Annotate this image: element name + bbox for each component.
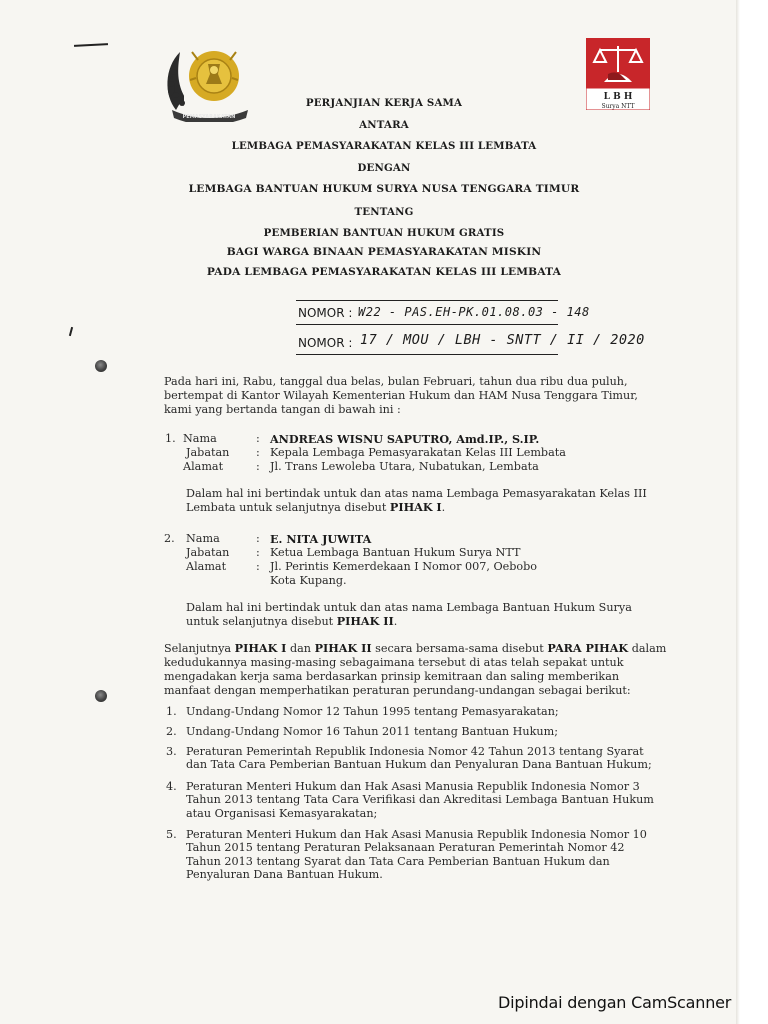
regulation-text: Peraturan Pemerintah Republik Indonesia Nomor 42 Tahun 2013 tentang Syarat <box>186 745 644 758</box>
party2-statement-end: . <box>393 615 398 628</box>
party1-position-sep: : <box>256 446 260 459</box>
para-text: secara bersama-sama disebut <box>371 642 548 655</box>
regulation-item <box>166 780 676 820</box>
para-line-2: kedudukannya masing-masing sebagaimana tersebut di atas telah sepakat untuk <box>164 656 624 669</box>
title-line-6: TENTANG <box>354 206 414 218</box>
regulation-item <box>166 745 676 772</box>
regulation-number: 4. <box>166 780 177 793</box>
nomor-value-1: W22 - PAS.EH-PK.01.08.03 - 148 <box>358 305 590 319</box>
party2-statement-line-2 <box>186 615 397 628</box>
para-text: dalam <box>628 642 667 655</box>
party1-position-value: Kepala Lembaga Pemasyarakatan Kelas III Lembata <box>270 446 566 459</box>
title-line-3: LEMBAGA PEMASYARAKATAN KELAS III LEMBATA <box>231 140 537 152</box>
title-line-2: ANTARA <box>359 119 409 131</box>
party1-statement-text: Lembata untuk selanjutnya disebut <box>186 501 390 514</box>
para-text: Selanjutnya <box>164 642 235 655</box>
para-line-1 <box>164 642 666 655</box>
pihak-ii-tag: PIHAK II <box>314 641 372 655</box>
party2-position-sep: : <box>256 546 260 559</box>
nomor-label-2: NOMOR : <box>298 336 353 350</box>
svg-text:Surya NTT: Surya NTT <box>601 103 635 110</box>
party2-address-continued: Kota Kupang. <box>270 574 347 587</box>
regulation-number: 5. <box>166 828 177 841</box>
svg-text:PEMASYARAKATAN: PEMASYARAKATAN <box>182 114 236 120</box>
title-line-7: PEMBERIAN BANTUAN HUKUM GRATIS <box>263 227 505 239</box>
opening-line-3: kami yang bertanda tangan di bawah ini : <box>164 403 401 416</box>
party1-statement-end: . <box>441 501 446 514</box>
regulation-item <box>166 725 676 738</box>
pihak-i-tag: PIHAK I <box>234 641 287 655</box>
regulation-text: atau Organisasi Kemasyarakatan; <box>186 806 378 820</box>
regulation-text: Peraturan Menteri Hukum dan Hak Asasi Manusia Republik Indonesia Nomor 10 <box>186 828 647 841</box>
regulation-text: Peraturan Menteri Hukum dan Hak Asasi Manusia Republik Indonesia Nomor 3 <box>186 780 640 793</box>
party2-statement-line-1: Dalam hal ini bertindak untuk dan atas nama Lembaga Bantuan Hukum Surya <box>186 601 632 614</box>
party1-position-label: Jabatan <box>186 446 230 459</box>
regulation-text: Tahun 2013 tentang Syarat dan Tata Cara Pemberian Bantuan Hukum dan <box>186 854 610 868</box>
title-line-4: DENGAN <box>357 162 411 174</box>
party2-address-value: Jl. Perintis Kemerdekaan I Nomor 007, Oebobo <box>270 560 538 573</box>
title-line-8: BAGI WARGA BINAAN PEMASYARAKATAN MISKIN <box>226 246 542 258</box>
regulation-number: 3. <box>166 745 177 758</box>
regulation-text: Penyaluran Dana Bantuan Hukum. <box>186 868 383 882</box>
regulation-item <box>166 828 676 882</box>
party1-statement-line-1: Dalam hal ini bertindak untuk dan atas nama Lembaga Pemasyarakatan Kelas III <box>186 487 647 500</box>
opening-line-2: bertempat di Kantor Wilayah Kementerian Hukum dan HAM Nusa Tenggara Timur, <box>164 389 638 402</box>
punch-hole-upper <box>95 360 107 372</box>
title-line-1: PERJANJIAN KERJA SAMA <box>305 97 463 109</box>
party2-tag: PIHAK II <box>336 614 394 628</box>
page-edge <box>736 0 740 1024</box>
svg-text:L B H: L B H <box>603 92 633 102</box>
party2-position-label: Jabatan <box>186 546 230 559</box>
para-line-4: manfaat dengan memperhatikan peraturan perundang-undangan sebagai berikut: <box>164 684 631 697</box>
para-pihak-tag: PARA PIHAK <box>547 641 629 655</box>
para-line-3: mengadakan kerja sama berdasarkan prinsip kemitraan dan saling memberikan <box>164 670 620 683</box>
party2-name-value: E. NITA JUWITA <box>270 532 372 546</box>
party1-statement-line-2 <box>186 501 445 514</box>
nomor-underline-top <box>296 300 558 301</box>
party2-position-value: Ketua Lembaga Bantuan Hukum Surya NTT <box>270 546 521 559</box>
regulation-text: Undang-Undang Nomor 12 Tahun 1995 tentang Pemasyarakatan; <box>186 705 559 718</box>
party2-number: 2. <box>164 532 175 545</box>
party1-name-sep: : <box>256 432 260 445</box>
party2-address-sep: : <box>256 560 260 573</box>
party2-name-label: Nama <box>186 532 220 545</box>
party1-tag: PIHAK I <box>389 500 442 514</box>
camscanner-watermark: Dipindai dengan CamScanner <box>498 993 732 1012</box>
regulation-item <box>166 705 676 718</box>
party1-address-value: Jl. Trans Lewoleba Utara, Nubatukan, Lembata <box>270 460 539 473</box>
nomor-underline-bottom <box>296 354 558 355</box>
regulation-text: Tahun 2015 tentang Peraturan Pelaksanaan Peraturan Pemerintah Nomor 42 <box>186 841 625 855</box>
nomor-underline-middle <box>296 324 558 325</box>
pemasyarakatan-emblem <box>162 40 254 122</box>
regulation-text: dan Tata Cara Pemberian Bantuan Hukum dan Penyaluran Dana Bantuan Hukum; <box>186 758 652 772</box>
opening-line-1: Pada hari ini, Rabu, tanggal dua belas, bulan Februari, tahun dua ribu dua puluh, <box>164 375 628 388</box>
regulation-text: Tahun 2013 tentang Tata Cara Verifikasi dan Akreditasi Lembaga Bantuan Hukum <box>186 793 654 807</box>
party1-number: 1. <box>165 432 176 445</box>
nomor-value-2: 17 / MOU / LBH - SNTT / II / 2020 <box>360 332 645 348</box>
regulation-number: 1. <box>166 705 177 718</box>
party1-address-sep: : <box>256 460 260 473</box>
party2-address-label: Alamat <box>186 560 227 573</box>
nomor-label-1: NOMOR : <box>298 306 353 320</box>
title-line-9: PADA LEMBAGA PEMASYARAKATAN KELAS III LEMBATA <box>206 266 562 278</box>
party2-statement-text: untuk selanjutnya disebut <box>186 615 337 628</box>
regulation-text: Undang-Undang Nomor 16 Tahun 2011 tentang Bantuan Hukum; <box>186 725 558 738</box>
party2-name-sep: : <box>256 532 260 545</box>
party1-name-value: ANDREAS WISNU SAPUTRO, Amd.IP., S.IP. <box>270 432 540 446</box>
para-text: dan <box>286 642 315 655</box>
party1-address-label: Alamat <box>183 460 224 473</box>
punch-hole-lower <box>95 690 107 702</box>
party1-name-label: Nama <box>183 432 217 445</box>
title-line-5: LEMBAGA BANTUAN HUKUM SURYA NUSA TENGGARA TIMUR <box>188 183 580 195</box>
regulation-number: 2. <box>166 725 177 738</box>
